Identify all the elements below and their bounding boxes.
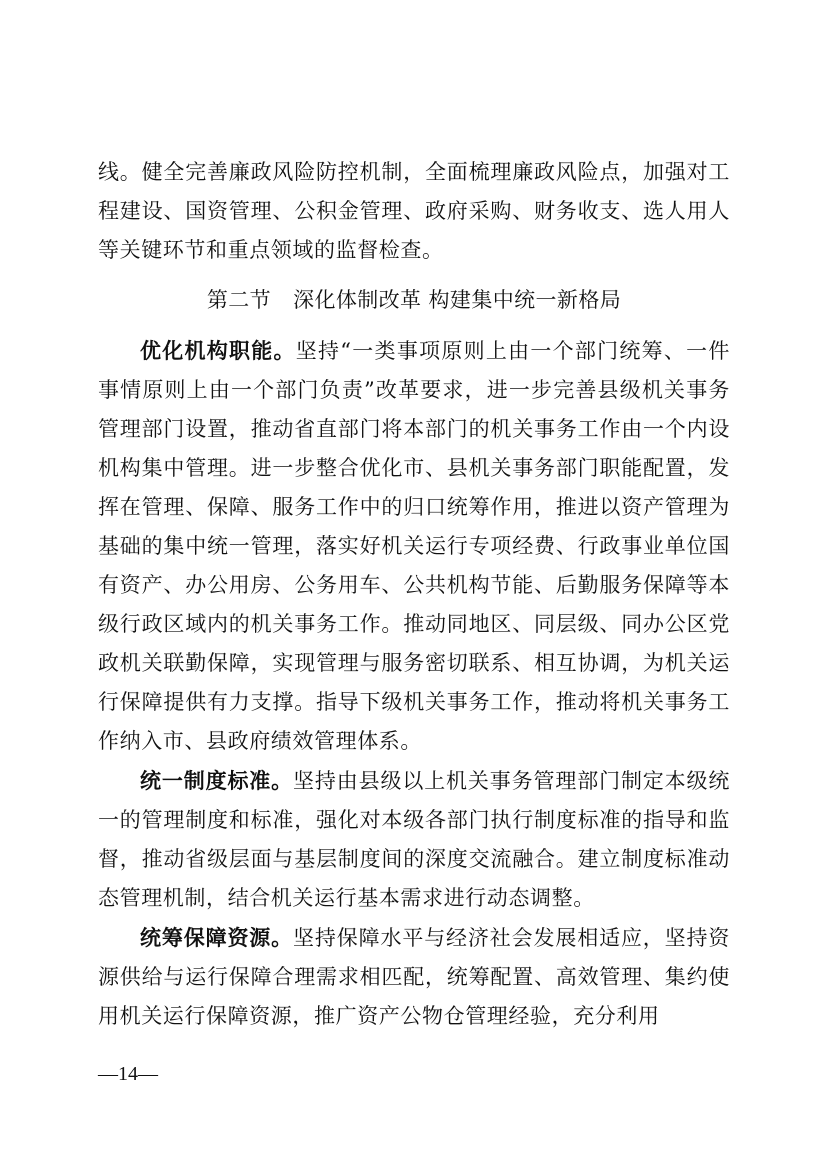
paragraph-optimize-functions [98, 331, 730, 761]
paragraph-unify-standards [98, 761, 730, 918]
page-number: —14— [98, 1063, 158, 1085]
paragraph-body: 坚持由县级以上机关事务管理部门制定本级统一的管理制度和标准，强化对本级各部门执行制度标准的指导和监督，推动省级层面与基层制度间的深度交流融合。建立制度标准动态管理机制，结合机关运行基本需求进行动态调整。 [98, 769, 730, 910]
paragraph-body: 坚持“一类事项原则上由一个部门统筹、一件事情原则上由一个部门负责”改革要求，进一步完善县级机关事务管理部门设置，推动省直部门将本部门的机关事务工作由一个内设机构集中管理。进一步整合优化市、县机关事务部门职能配置，发挥在管理、保障、服务工作中的归口统筹作用，推进以资产管理为基础的集中统一管理，落实好机关运行专项经费、行政事业单位国有资产、办公用房、公务用车、公共机构节能、后勤服务保障等本级行政区域内的机关事务工作。推动同地区、同层级、同办公区党政机关联勤保障，实现管理与服务密切联系、相互协调，为机关运行保障提供有力支撑。指导下级机关事务工作，推动将机关事务工作纳入市、县政府绩效管理体系。 [98, 339, 730, 753]
paragraph-lead: 优化机构职能。 [140, 338, 296, 363]
paragraph-body: 坚持保障水平与经济社会发展相适应，坚持资源供给与运行保障合理需求相匹配，统筹配置、高效管理、集约使用机关运行保障资源，推广资产公物仓管理经验，充分利用 [98, 926, 730, 1028]
paragraph-lead: 统一制度标准。 [140, 768, 294, 793]
section-number: 第二节 [206, 288, 272, 312]
section-title: 深化体制改革 构建集中统一新格局 [293, 288, 622, 312]
paragraph-lead: 统筹保障资源。 [140, 925, 294, 950]
intro-paragraph: 线。健全完善廉政风险防控机制，全面梳理廉政风险点，加强对工程建设、国资管理、公积金管理、政府采购、财务收支、选人用人等关键环节和重点领域的监督检查。 [98, 160, 730, 262]
intro-paragraph-block [98, 153, 730, 270]
body-paragraphs [98, 331, 730, 1036]
paragraph-coordinate-resources [98, 918, 730, 1036]
section-heading [98, 285, 730, 315]
